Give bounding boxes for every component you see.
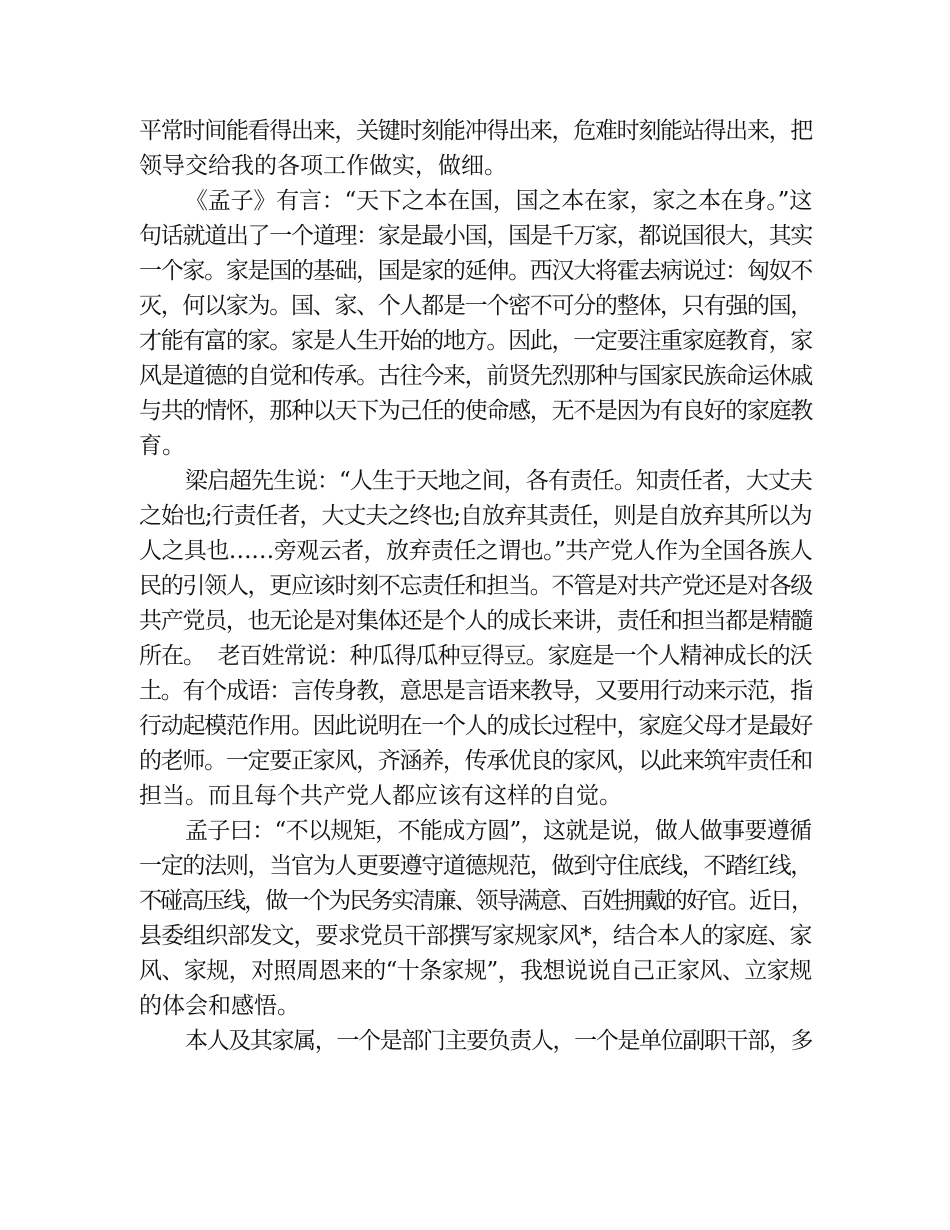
text-line: 孟子曰：“不以规矩，不能成方圆”，这就是说，做人做事要遵循 [185, 818, 812, 844]
text-line: 行动起模范作用。因此说明在一个人的成长过程中，家庭父母才是最好 [139, 713, 813, 739]
text-line: 一定的法则，当官为人更要遵守道德规范，做到守住底线，不踏红线， [139, 853, 813, 879]
text-line: 所在。 老百姓常说：种瓜得瓜种豆得豆。家庭是一个人精神成长的沃 [139, 643, 812, 669]
text-line: 担当。而且每个共产党人都应该有这样的自觉。 [139, 783, 622, 809]
text-line: 平常时间能看得出来，关键时刻能冲得出来，危难时刻能站得出来，把 [139, 118, 813, 144]
text-line: 领导交给我的各项工作做实，做细。 [139, 153, 507, 179]
text-line: 风是道德的自觉和传承。古往今来，前贤先烈那种与国家民族命运休戚 [139, 363, 813, 389]
text-line: 灭，何以家为。国、家、个人都是一个密不可分的整体，只有强的国， [139, 293, 813, 319]
text-line: 的体会和感悟。 [139, 993, 300, 1019]
text-line: 句话就道出了一个道理：家是最小国，国是千万家，都说国很大，其实 [139, 223, 813, 249]
text-line: 县委组织部发文，要求党员干部撰写家规家风*，结合本人的家庭、家 [139, 923, 812, 949]
text-line: 之始也;行责任者，大丈夫之终也;自放弃其责任，则是自放弃其所以为 [139, 503, 812, 529]
text-line: 共产党员，也无论是对集体还是个人的成长来讲，责任和担当都是精髓 [139, 608, 813, 634]
text-line: 一个家。家是国的基础，国是家的延伸。西汉大将霍去病说过：匈奴不 [139, 258, 813, 284]
text-line: 风、家规，对照周恩来的“十条家规”，我想说说自己正家风、立家规 [139, 958, 812, 984]
text-line: 梁启超先生说：“人生于天地之间，各有责任。知责任者，大丈夫 [185, 468, 812, 494]
text-line: 与共的情怀，那种以天下为己任的使命感，无不是因为有良好的家庭教 [139, 398, 813, 424]
text-line: 育。 [139, 433, 185, 459]
text-line: 人之具也……旁观云者，放弃责任之谓也。”共产党人作为全国各族人 [139, 538, 813, 564]
text-line: 不碰高压线，做一个为民务实清廉、领导满意、百姓拥戴的好官。近日， [139, 888, 812, 914]
text-line: 《孟子》有言：“天下之本在国，国之本在家，家之本在身。”这 [185, 188, 813, 214]
text-line: 才能有富的家。家是人生开始的地方。因此，一定要注重家庭教育，家 [139, 328, 813, 354]
text-line: 土。有个成语：言传身教，意思是言语来教导，又要用行动来示范，指 [139, 678, 813, 704]
text-line: 的老师。一定要正家风，齐涵养，传承优良的家风，以此来筑牢责任和 [139, 748, 813, 774]
text-line: 本人及其家属，一个是部门主要负责人，一个是单位副职干部，多 [185, 1028, 813, 1054]
text-line: 民的引领人，更应该时刻不忘责任和担当。不管是对共产党还是对各级 [139, 573, 813, 599]
